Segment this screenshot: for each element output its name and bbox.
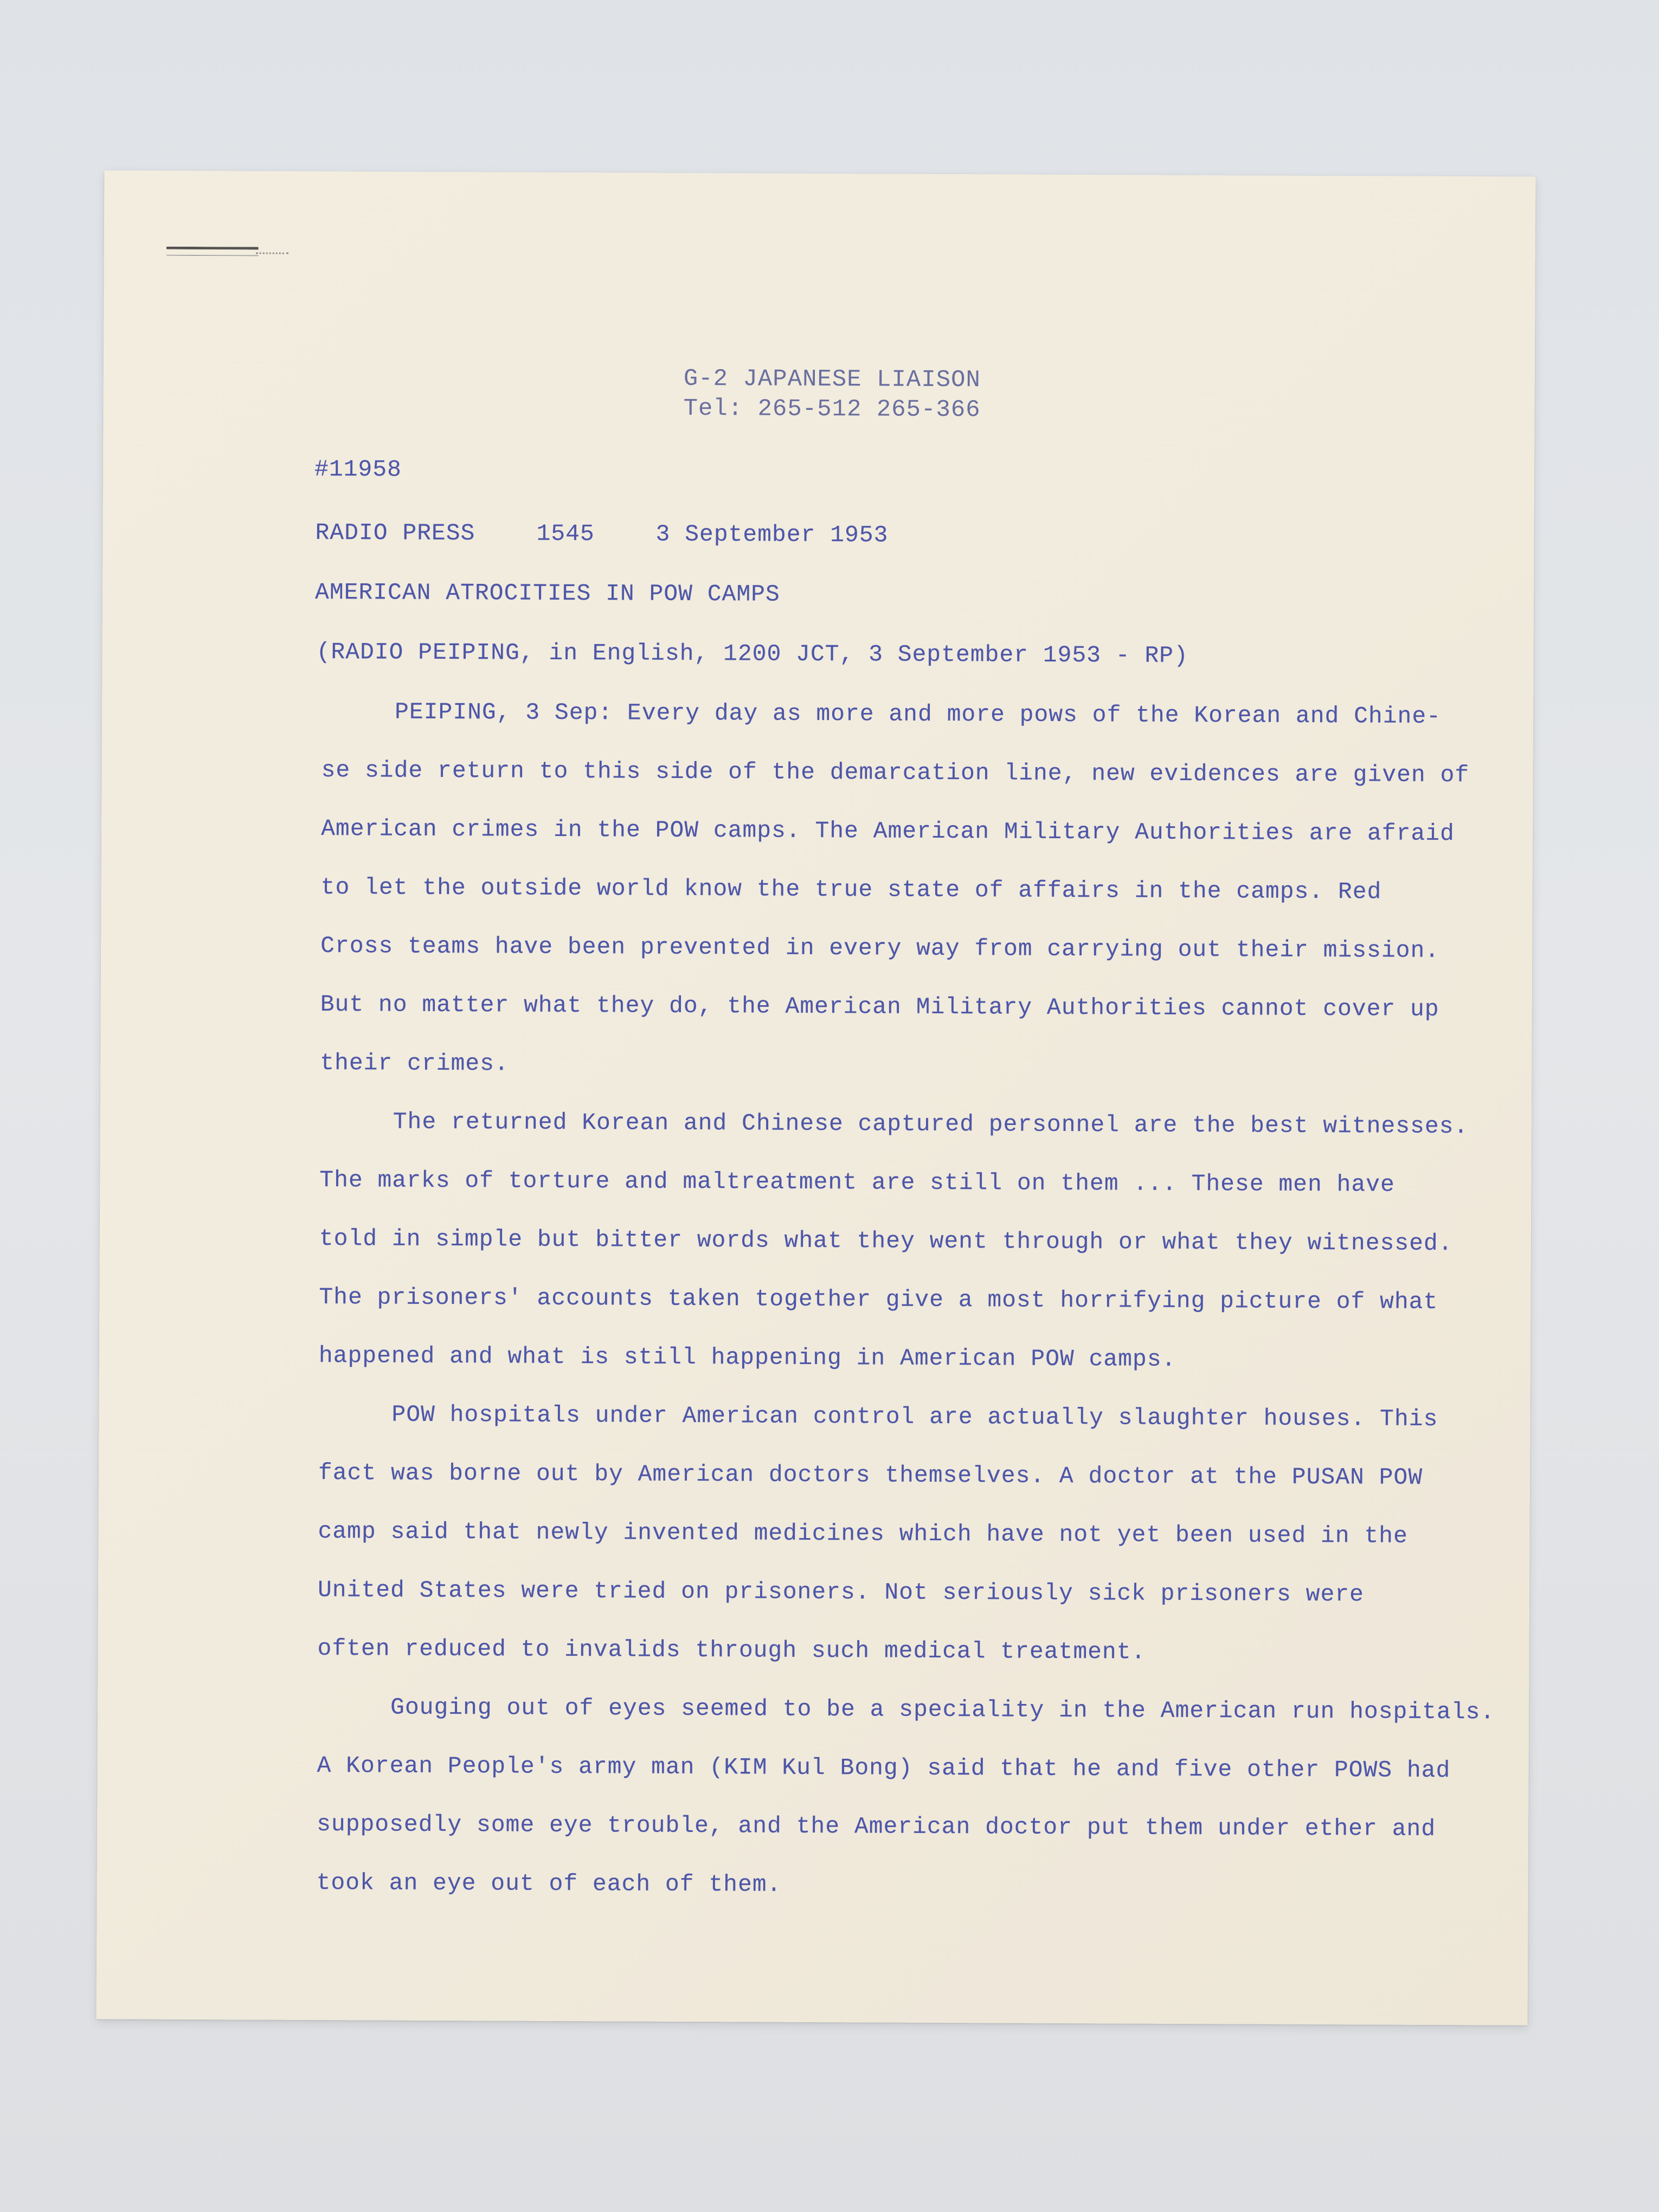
paragraph-4-line-3: supposedly some eye trouble, and the American doctor put them under ether and bbox=[317, 1810, 1436, 1843]
paragraph-3-line-4: United States were tried on prisoners. Not seriously sick prisoners were bbox=[317, 1576, 1365, 1608]
paragraph-3-line-5: often reduced to invalids through such medical treatment. bbox=[317, 1635, 1146, 1666]
paragraph-4-line-4: took an eye out of each of them. bbox=[316, 1869, 782, 1898]
source-date: 3 September 1953 bbox=[655, 520, 889, 549]
staple-trace bbox=[256, 252, 288, 256]
source-name: RADIO PRESS bbox=[315, 519, 475, 547]
paragraph-2-line-2: The marks of torture and maltreatment are still on them ... These men have bbox=[319, 1167, 1395, 1198]
headline: AMERICAN ATROCITIES IN POW CAMPS bbox=[314, 578, 780, 608]
paragraph-1-line-7: their crimes. bbox=[320, 1050, 509, 1077]
paragraph-1-line-2: se side return to this side of the demarcation line, new evidences are given of bbox=[321, 757, 1470, 789]
paragraph-3-line-3: camp said that newly invented medicines which have not yet been used in the bbox=[318, 1518, 1408, 1549]
paragraph-4-line-1: Gouging out of eyes seemed to be a speciality in the American run hospitals. bbox=[390, 1694, 1495, 1726]
letterhead-title: G-2 JAPANESE LIAISON bbox=[683, 365, 981, 394]
paragraph-1-line-5: Cross teams have been prevented in every way from carrying out their mission. bbox=[320, 933, 1440, 964]
paragraph-2-line-1: The returned Korean and Chinese captured personnel are the best witnesses. bbox=[393, 1108, 1469, 1140]
paragraph-1-line-6: But no matter what they do, the American Military Authorities cannot cover up bbox=[320, 991, 1439, 1023]
paragraph-2-line-4: The prisoners' accounts taken together give a most horrifying picture of what bbox=[319, 1284, 1438, 1316]
paragraph-3-line-1: POW hospitals under American control are actually slaughter houses. This bbox=[391, 1401, 1438, 1433]
paragraph-1-line-1: PEIPING, 3 Sep: Every day as more and more pows of the Korean and Chine- bbox=[394, 698, 1442, 730]
typed-document-page bbox=[97, 170, 1536, 2025]
staple-mark bbox=[166, 247, 259, 256]
paragraph-1-line-4: to let the outside world know the true state of affairs in the camps. Red bbox=[320, 874, 1382, 905]
dateline: (RADIO PEIPING, in English, 1200 JCT, 3 September 1953 - RP) bbox=[316, 638, 1188, 669]
source-time: 1545 bbox=[536, 520, 595, 548]
document-number: #11958 bbox=[314, 455, 402, 483]
paragraph-4-line-2: A Korean People's army man (KIM Kul Bong) said that he and five other POWS had bbox=[317, 1752, 1451, 1784]
paragraph-2-line-5: happened and what is still happening in American POW camps. bbox=[318, 1342, 1176, 1373]
letterhead-phone: Tel: 265-512 265-366 bbox=[683, 395, 981, 424]
paragraph-3-line-2: fact was borne out by American doctors themselves. A doctor at the PUSAN POW bbox=[318, 1459, 1423, 1491]
paragraph-2-line-3: told in simple but bitter words what they went through or what they witnessed. bbox=[319, 1225, 1453, 1257]
paragraph-1-line-3: American crimes in the POW camps. The American Military Authorities are afraid bbox=[321, 815, 1455, 847]
